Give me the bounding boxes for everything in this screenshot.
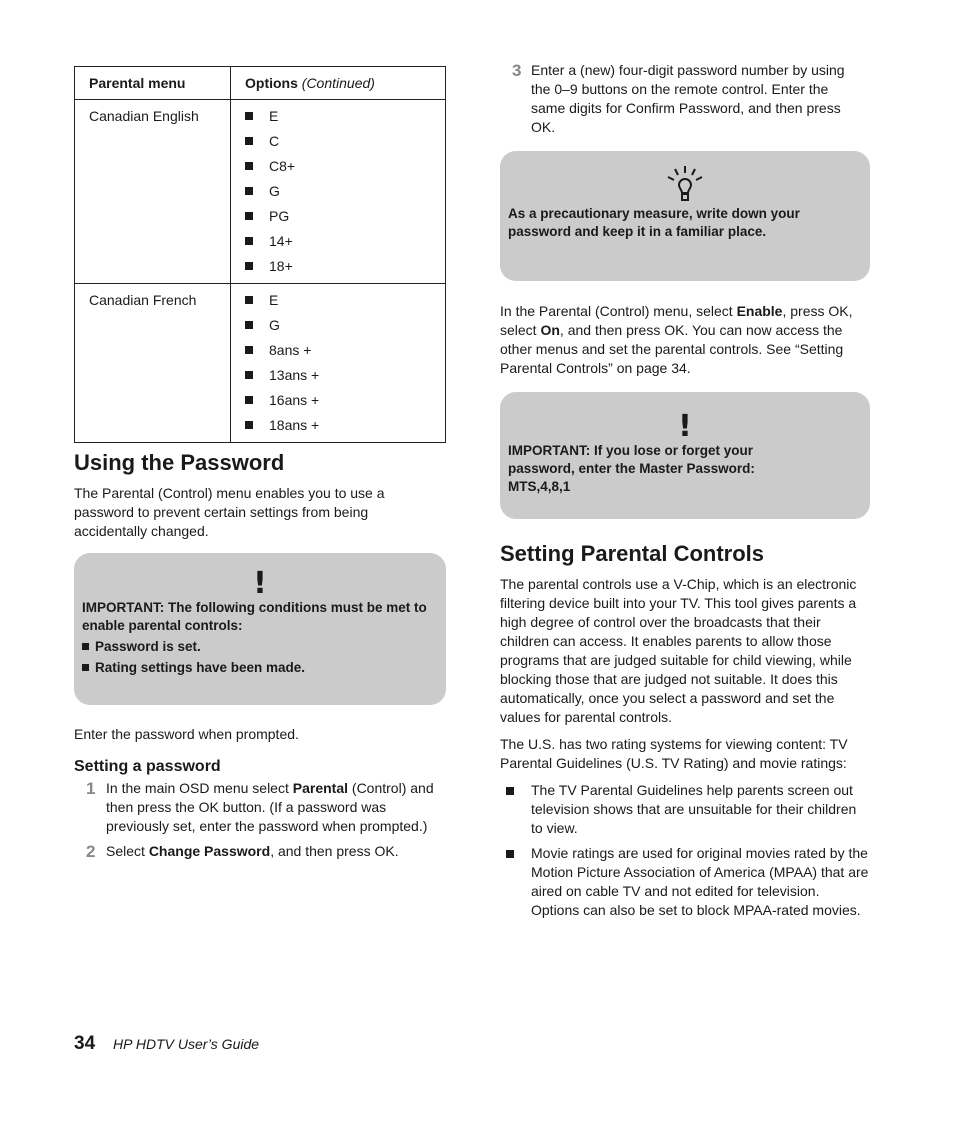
important-text: IMPORTANT: The following conditions must be met to enable parental controls: [82,600,427,633]
condition [82,659,438,677]
t: Change Password [148,843,271,859]
bullet-item [500,781,870,838]
t: Movie ratings are used for original movies rated by the Motion Picture Association of America (MPAA) that are aired on cable TV and not edited for television. Options can also be set to block MPAA-rated movies. [531,845,869,918]
option-label: 16ans + [269,392,320,408]
t: In the main OSD menu select [106,780,293,796]
bullet-icon [245,396,253,404]
bullet-icon [245,296,253,304]
row-label: Canadian French [75,284,231,443]
option-item [245,413,431,438]
option-item [245,363,431,388]
row-label: Canadian English [75,100,231,284]
important-box [500,392,870,519]
option-item [245,229,431,254]
left-column [74,450,446,861]
bullet-icon [245,162,253,170]
bullet-icon [245,112,253,120]
option-label: 8ans + [269,342,312,358]
bullet-icon [245,187,253,195]
step-number: 1 [86,779,96,798]
t: Enable [736,303,783,319]
t: , and then press OK. You can now access the other menus and set the parental controls. See “Setting Parental Controls” on page 34. [500,322,844,376]
t: Parental [292,780,349,796]
condition-text: Rating settings have been made. [95,660,306,675]
option-item [245,388,431,413]
bullet-icon [245,421,253,429]
exclamation-icon: ! [253,566,267,601]
bullet-icon [245,212,253,220]
option-label: G [269,183,280,199]
paragraph [500,302,860,378]
t: (Control) and then press the OK button. (If a password was previously set, enter the password when prompted.) [106,780,434,834]
bullet-icon [245,237,253,245]
bullet-icon [245,346,253,354]
t: Enter a (new) four-digit password number by using the 0–9 buttons on the remote control. Enter the same digits for Confirm Password, and then press OK. [531,62,845,135]
header-text: Options [245,75,298,91]
section-title: Setting Parental Controls [500,541,765,566]
t: , press OK, select [500,303,853,338]
tip-text: As a precautionary measure, write down your password and keep it in a familiar place. [508,206,800,239]
condition [82,638,438,656]
option-item [245,179,431,204]
step-1 [74,779,441,836]
t: , and then press OK. [270,843,399,859]
option-item [245,129,431,154]
option-label: 18ans + [269,417,320,433]
option-label: 13ans + [269,367,320,383]
paragraph: The parental controls use a V-Chip, which is an electronic filtering device built into your TV. This tool gives parents a high degree of control over the broadcasts that their children can access. It enables parents to allow those programs that are judged suitable for child viewing, while blocking those that are judged not suitable. It does this automatically, once you select a password and set the values for parental controls. [500,576,857,725]
condition-text: Password is set. [95,639,201,654]
option-item [245,154,431,179]
subsection-title: Setting a password [74,758,221,775]
option-label: E [269,108,279,124]
footer [74,1034,259,1054]
option-label: 18+ [269,258,293,274]
option-item [245,288,431,313]
option-item [245,204,431,229]
bullet-icon [245,137,253,145]
lightbulb-icon [508,151,862,205]
exclamation-icon: ! [678,409,692,444]
step-3 [500,61,866,137]
t: The TV Parental Guidelines help parents screen out television shows that are unsuitable for their children to view. [531,782,857,836]
table-header: Parental menu [75,67,231,100]
step-number: 2 [86,842,96,861]
continued-label: (Continued) [301,75,375,91]
important-text: IMPORTANT: If you lose or forget your password, enter the Master Password: MTS,4,8,1 [508,443,755,494]
option-label: E [269,292,279,308]
footer-title: HP HDTV User’s Guide [113,1036,260,1052]
table-row [75,284,446,443]
bullet-item [500,844,870,920]
right-column [500,61,870,920]
bullet-icon [245,262,253,270]
option-label: C [269,133,280,149]
options-list [231,100,446,284]
t: In the Parental (Control) menu, select [500,303,737,319]
important-box [74,553,446,705]
option-item [245,338,431,363]
bullet-icon [245,371,253,379]
bullet-icon [245,321,253,329]
option-item [245,104,431,129]
page-number: 34 [74,1033,96,1054]
option-label: C8+ [269,158,296,174]
paragraph: The U.S. has two rating systems for viewing content: TV Parental Guidelines (U.S. TV Rating) and movie ratings: [500,736,848,771]
options-list [231,284,446,443]
t: On [540,322,560,338]
section-title: Using the Password [74,450,285,475]
option-label: G [269,317,280,333]
table-header [231,67,446,100]
paragraph: The Parental (Control) menu enables you to use a password to prevent certain settings from being accidentally changed. [74,485,385,539]
step-2 [74,842,446,861]
step-number: 3 [512,61,522,80]
option-label: 14+ [269,233,293,249]
tip-box [500,151,870,281]
option-item [245,254,431,279]
parental-menu-table [74,66,446,443]
table-row [75,100,446,284]
paragraph: Enter the password when prompted. [74,726,299,742]
option-label: PG [269,208,290,224]
t: Select [106,843,149,859]
option-item [245,313,431,338]
